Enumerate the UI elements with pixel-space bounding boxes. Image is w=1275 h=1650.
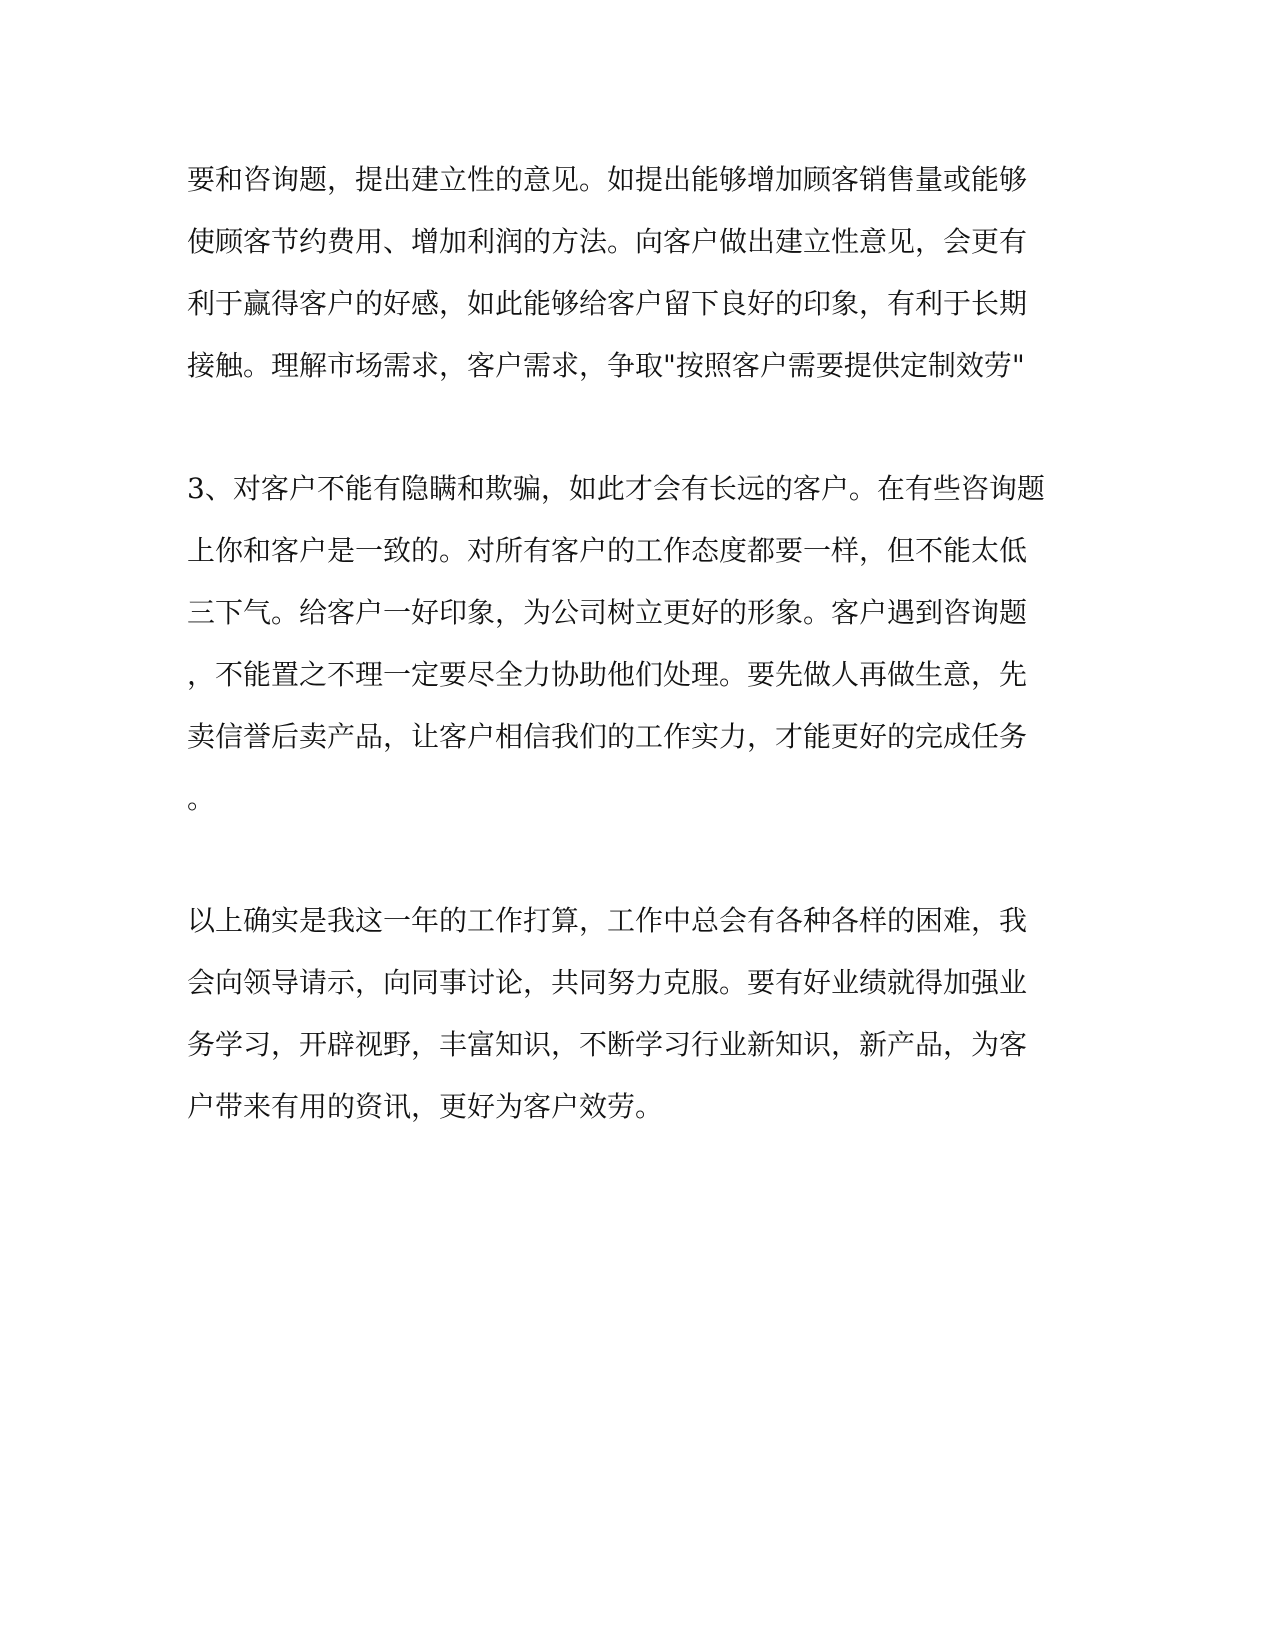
text-line: 利于赢得客户的好感，如此能够给客户留下良好的印象，有利于长期 — [187, 287, 1028, 320]
text-line: 以上确实是我这一年的工作打算，工作中总会有各种各样的困难，我 — [187, 904, 1028, 937]
text-line: 要和咨询题，提出建立性的意见。如提出能够增加顾客销售量或能够 — [187, 163, 1028, 196]
text-line: 。 — [187, 782, 216, 815]
text-line: 3、对客户不能有隐瞒和欺骗，如此才会有长远的客户。在有些咨询题 — [187, 472, 1045, 505]
text-line: ，不能置之不理一定要尽全力协助他们处理。要先做人再做生意，先 — [187, 658, 1028, 691]
text-line: 务学习，开辟视野，丰富知识，不断学习行业新知识，新产品，为客 — [187, 1028, 1028, 1061]
text-line: 户带来有用的资讯，更好为客户效劳。 — [187, 1090, 664, 1123]
text-line: 卖信誉后卖产品，让客户相信我们的工作实力，才能更好的完成任务 — [187, 720, 1028, 753]
text-line: 会向领导请示，向同事讨论，共同努力克服。要有好业绩就得加强业 — [187, 966, 1028, 999]
text-line: 使顾客节约费用、增加利润的方法。向客户做出建立性意见，会更有 — [187, 225, 1028, 258]
text-line: 接触。理解市场需求，客户需求，争取"按照客户需要提供定制效劳" — [187, 349, 1025, 382]
text-line: 三下气。给客户一好印象，为公司树立更好的形象。客户遇到咨询题 — [187, 596, 1028, 629]
text-line: 上你和客户是一致的。对所有客户的工作态度都要一样，但不能太低 — [187, 534, 1028, 567]
